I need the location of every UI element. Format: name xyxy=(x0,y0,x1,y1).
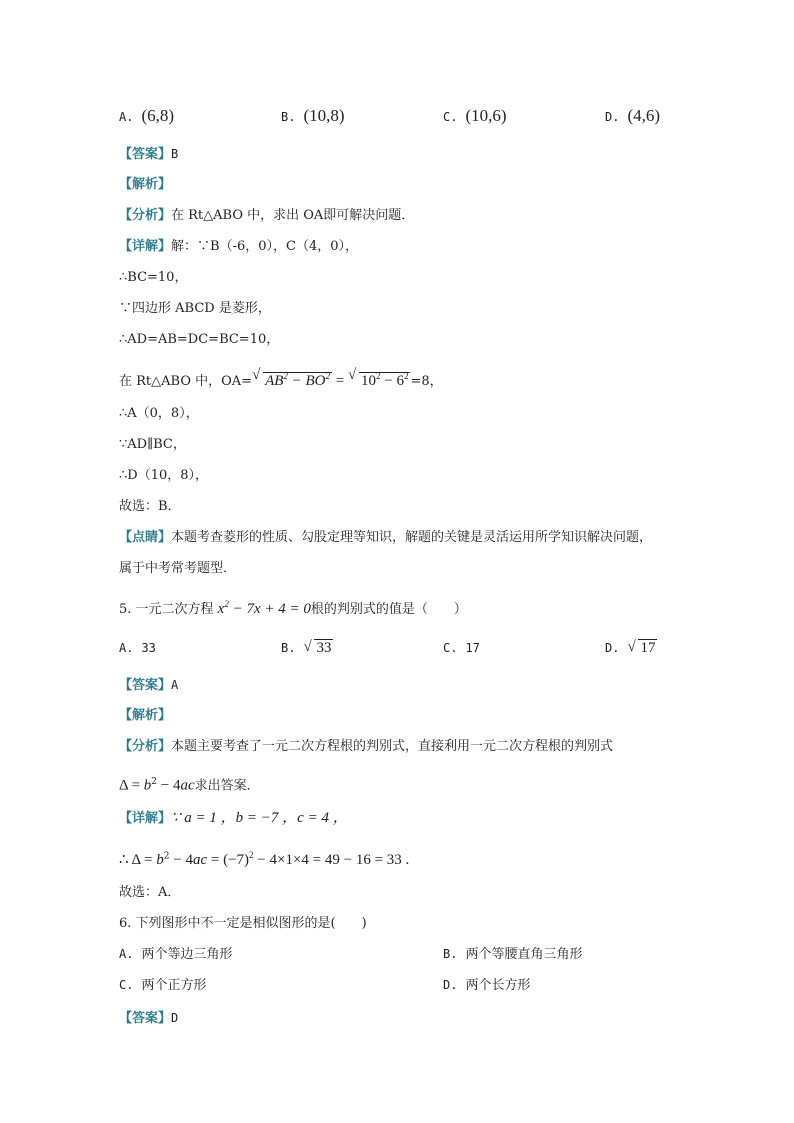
q6-option-a: A. 两个等边三角形 xyxy=(119,947,233,962)
q4-step-rhombus: ∵四边形 ABCD 是菱形， xyxy=(119,301,271,316)
q6-option-d: D. 两个长方形 xyxy=(443,978,531,993)
q5-stem: 5. 一元二次方程 $x^2 - 7x + 4 = 0$根的判别式的值是（ ） xyxy=(119,599,467,617)
q4-option-a: A. (6,8) xyxy=(119,106,175,125)
q6-option-c: C. 两个正方形 xyxy=(119,978,207,993)
q5-choose: 故选：A． xyxy=(119,885,181,900)
q5-analysis-tag: 【解析】 xyxy=(119,708,172,723)
q4-option-b: B. (10,8) xyxy=(281,106,345,125)
q4-step-sides: ∴AD=AB=DC=BC=10， xyxy=(119,332,280,347)
q5-answer: 【答案】A xyxy=(119,678,179,693)
q4-step-parallel: ∵AD∥BC， xyxy=(119,437,186,452)
q5-option-b: B.√ 33 xyxy=(281,637,333,660)
q4-dianjing-cont: 属于中考常考题型． xyxy=(119,561,237,576)
q5-fenxi: 【分析】本题主要考查了一元二次方程根的判别式，直接利用一元二次方程根的判别式 xyxy=(119,739,614,754)
q4-step-d: ∴D（10，8）， xyxy=(119,468,209,483)
q5-option-a: A. 33 xyxy=(119,641,156,655)
q4-choose: 故选：B． xyxy=(119,499,181,514)
q4-analysis-tag: 【解析】 xyxy=(119,177,172,192)
q4-step-oa: 在 Rt△ABO 中，OA=√ $AB^2 - BO^2$ = √ $10^2 - 6^2 =8$， xyxy=(119,366,443,392)
q6-stem: 6. 下列图形中不一定是相似图形的是( ) xyxy=(119,916,367,931)
q4-option-d: D. (4,6) xyxy=(605,106,661,125)
q4-fenxi: 【分析】在 Rt△ABO 中，求出 OA即可解决问题． xyxy=(119,208,415,223)
q5-option-d: D.√ 17 xyxy=(605,637,657,660)
q4-xiangjie: 【详解】解：∵B（-6，0），C（4，0）， xyxy=(119,239,358,254)
q5-fenxi-formula: $\Delta = b^2 - 4ac$求出答案． xyxy=(119,777,260,794)
q5-option-c: C. 17 xyxy=(443,641,480,655)
q4-option-c: C. (10,6) xyxy=(443,106,507,125)
q4-dianjing: 【点睛】本题考查菱形的性质、勾股定理等知识，解题的关键是灵活运用所学知识解决问题， xyxy=(119,530,653,545)
q5-discriminant: ∴ $\Delta = b^2 - 4ac = (-7)^2 - 4\times 1\times 4 = 49 - 16 = 33$ . xyxy=(119,850,410,868)
q6-answer: 【答案】D xyxy=(119,1011,179,1026)
q4-step-a: ∴A（0，8）， xyxy=(119,406,199,421)
q4-step-bc: ∴BC=10， xyxy=(119,270,188,285)
q4-answer: 【答案】B xyxy=(119,147,179,162)
q6-option-b: B. 两个等腰直角三角形 xyxy=(443,947,583,962)
q5-xiangjie: 【详解】∵ a = 1 ，b = −7 ，c = 4 ， xyxy=(119,810,348,826)
